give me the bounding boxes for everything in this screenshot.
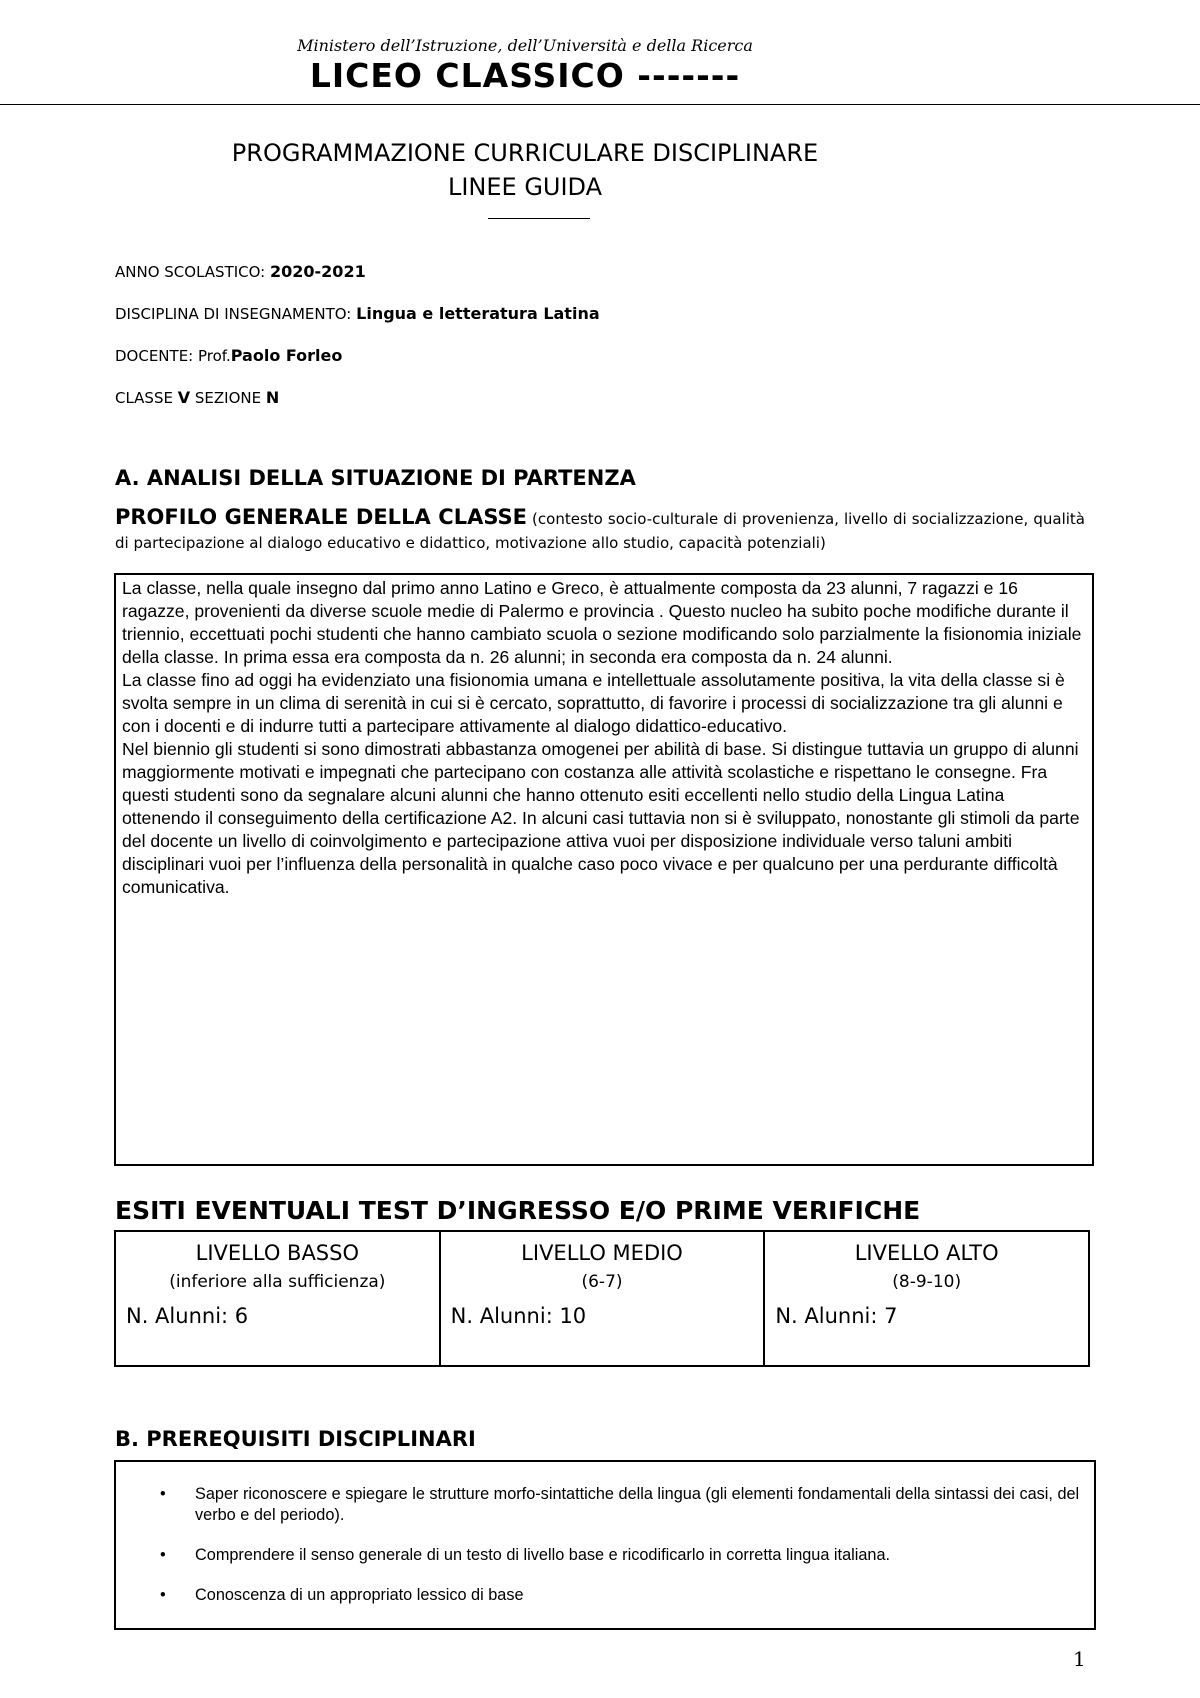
level-count: N. Alunni: 10 [450, 1304, 587, 1328]
profile-paragraph-2: La classe fino ad oggi ha evidenziato una fisionomia umana e intellettuale assolutamente positiva, la vita della classe si è svolta sempre in un clima di serenità in cui si è cercato, soprattutto, di favorire i processi di socializzazione tra gli alunni e con i docenti e di indurre tutti a partecipare attivamente al dialogo didattico-educativo. [122, 670, 1065, 736]
profile-paragraph-1: La classe, nella quale insegno dal primo anno Latino e Greco, è attualmente composta da 23 alunni, 7 ragazzi e 16 ragazze, provenienti da diverse scuole medie di Palermo e provincia . Questo nucleo ha subito poche modifiche durante il triennio, eccettuati pochi studenti che hanno cambiato scuola o sezione modificando solo parzialmente la fisionomia iniziale della classe. In prima essa era composta da n. 26 alunni; in seconda era composta da n. 24 alunni. [122, 578, 1082, 667]
level-range: (6-7) [581, 1272, 623, 1292]
list-item [160, 1484, 1085, 1526]
level-name: LIVELLO MEDIO [521, 1241, 683, 1265]
level-cell-basso [116, 1232, 439, 1365]
level-name: LIVELLO ALTO [854, 1241, 999, 1265]
bullet-icon: • [160, 1586, 166, 1604]
level-count: N. Alunni: 7 [775, 1304, 898, 1328]
profile-paragraph-3: Nel biennio gli studenti si sono dimostrati abbastanza omogenei per abilità di base. Si distingue tuttavia un gruppo di alunni maggiormente motivati e impegnati che partecipano con costanza alle attività scolastiche e rispettano le consegne. Fra questi studenti sono da segnalare alcuni alunni che hanno ottenuto esiti eccellenti nello studio della Lingua Latina ottenendo il conseguimento della certificazione A2. In alcuni casi tuttavia non si è sviluppato, nonostante gli stimoli da parte del docente un livello di coinvolgimento e partecipazione attiva vuoi per disposizione individuale verso taluni ambiti disciplinari vuoi per l’influenza della personalità in qualche caso poco vivace e per qualcuno per una perdurante difficoltà comunicativa. [122, 739, 1080, 897]
profile-text [122, 577, 1087, 899]
docente-value: Paolo Forleo [230, 346, 343, 365]
classe-value: V [177, 388, 191, 407]
list-item-text: Conoscenza di un appropriato lessico di base [195, 1586, 524, 1604]
section-b-heading: B. PREREQUISITI DISCIPLINARI [115, 1427, 476, 1451]
level-cell-alto [763, 1232, 1088, 1365]
disciplina-label: DISCIPLINA DI INSEGNAMENTO: [115, 305, 357, 323]
list-item [160, 1545, 1085, 1566]
profile-subtitle: (contesto socio-culturale di provenienza, livello di socializzazione, qualità di partecipazione al dialogo educativo e didattico, motivazione allo studio, capacità potenziali) [115, 510, 1085, 552]
sezione-value: N [265, 388, 280, 407]
bullet-icon: • [160, 1485, 166, 1503]
field-classe-sezione [115, 388, 279, 407]
classe-label: CLASSE [115, 389, 178, 407]
ministry-heading: Ministero dell’Istruzione, dell’Università e della Ricerca [297, 36, 753, 55]
list-item-text: Comprendere il senso generale di un testo di livello base e ricodificarlo in corretta lingua italiana. [195, 1546, 891, 1564]
level-count: N. Alunni: 6 [126, 1304, 249, 1328]
page-number: 1 [1073, 1647, 1086, 1671]
anno-label: ANNO SCOLASTICO: [115, 263, 270, 281]
anno-value: 2020-2021 [270, 262, 366, 281]
title-divider [488, 218, 590, 219]
profile-title: PROFILO GENERALE DELLA CLASSE [115, 505, 527, 529]
document-title-line-2: LINEE GUIDA [447, 173, 603, 201]
test-results-heading: ESITI EVENTUALI TEST D’INGRESSO E/O PRIME VERIFICHE [115, 1196, 921, 1225]
level-cell-medio [439, 1232, 764, 1365]
header-divider [0, 104, 1200, 105]
document-title [0, 136, 1050, 204]
profile-heading [115, 505, 1085, 555]
sezione-label: SEZIONE [190, 389, 266, 407]
bullet-icon: • [160, 1546, 166, 1564]
disciplina-value: Lingua e letteratura Latina [356, 304, 600, 323]
field-docente [115, 346, 342, 365]
field-anno-scolastico [115, 262, 366, 281]
prerequisites-list [160, 1484, 1085, 1625]
school-name: LICEO CLASSICO ------- [309, 56, 741, 95]
section-a-heading: A. ANALISI DELLA SITUAZIONE DI PARTENZA [115, 466, 636, 490]
level-range: (inferiore alla sufficienza) [169, 1272, 386, 1292]
level-range: (8-9-10) [892, 1272, 962, 1292]
docente-label: DOCENTE: Prof. [115, 347, 231, 365]
list-item [160, 1585, 1085, 1606]
field-disciplina [115, 304, 600, 323]
list-item-text: Saper riconoscere e spiegare le strutture morfo-sintattiche della lingua (gli elementi fondamentali della sintassi dei casi, del verbo e del periodo). [195, 1485, 1080, 1524]
levels-table [114, 1230, 1090, 1367]
document-title-line-1: PROGRAMMAZIONE CURRICULARE DISCIPLINARE [231, 139, 819, 167]
level-name: LIVELLO BASSO [195, 1241, 360, 1265]
